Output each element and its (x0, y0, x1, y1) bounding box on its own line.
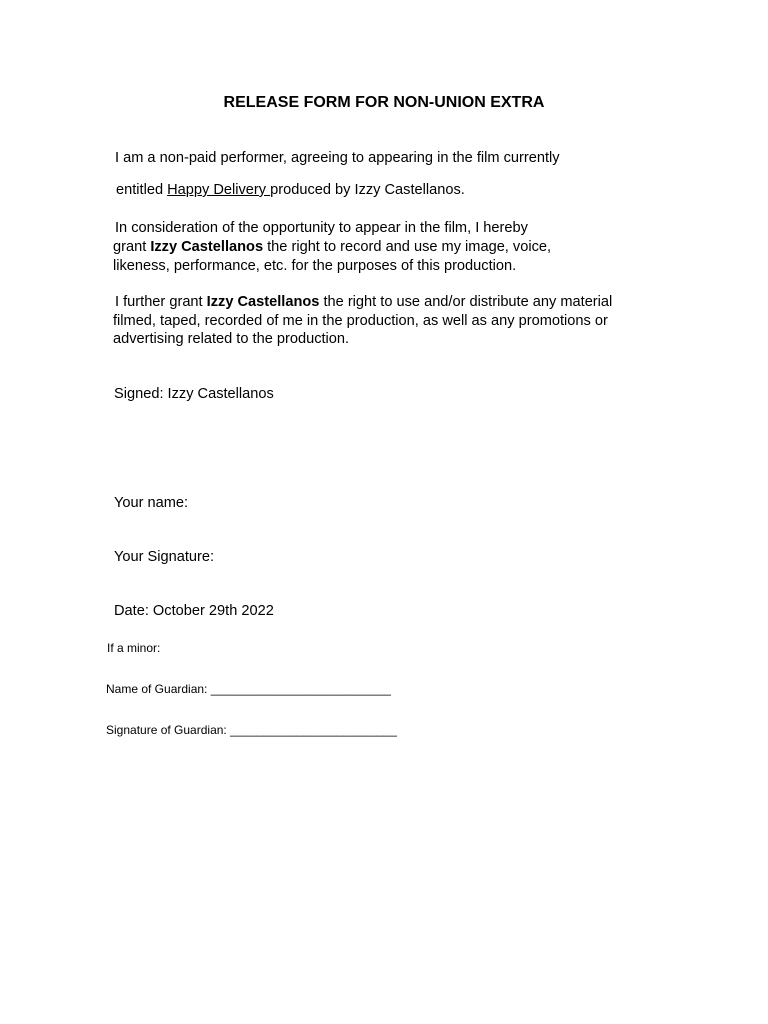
consideration-line-2 (113, 238, 551, 257)
guardian-name-line: Name of Guardian: ___________________________ (106, 682, 391, 696)
minor-heading: If a minor: (107, 641, 161, 655)
further-grant-line-2: filmed, taped, recorded of me in the production, as well as any promotions or (113, 313, 608, 329)
consideration-line-2-prefix: grant (113, 239, 151, 255)
your-name-label: Your name: (114, 495, 189, 511)
page-title: RELEASE FORM FOR NON-UNION EXTRA (223, 94, 545, 111)
further-grant-line-3: advertising related to the production. (113, 331, 350, 347)
date-line: Date: October 29th 2022 (114, 603, 274, 619)
intro-line-2-prefix: entitled (116, 182, 168, 198)
producer-name-bold: Izzy Castellanos (150, 239, 264, 255)
consideration-line-2-suffix: the right to record and use my image, voice, (263, 239, 552, 255)
intro-line-2 (116, 181, 465, 200)
your-signature-label: Your Signature: (114, 549, 215, 565)
intro-line-2-suffix: produced by Izzy Castellanos. (270, 182, 465, 198)
intro-line-1: I am a non-paid performer, agreeing to appearing in the film currently (115, 150, 560, 166)
consideration-line-3: likeness, performance, etc. for the purposes of this production. (113, 258, 517, 274)
consideration-line-1: In consideration of the opportunity to appear in the film, I hereby (115, 220, 528, 236)
producer-name-bold: Izzy Castellanos (206, 294, 320, 310)
further-grant-prefix: I further grant (115, 294, 207, 310)
further-grant-line-1 (115, 293, 612, 312)
further-grant-suffix: the right to use and/or distribute any material (319, 294, 613, 310)
film-title: Happy Delivery (167, 182, 271, 198)
guardian-signature-line: Signature of Guardian: _________________________ (106, 723, 397, 737)
signed-line: Signed: Izzy Castellanos (114, 386, 274, 402)
